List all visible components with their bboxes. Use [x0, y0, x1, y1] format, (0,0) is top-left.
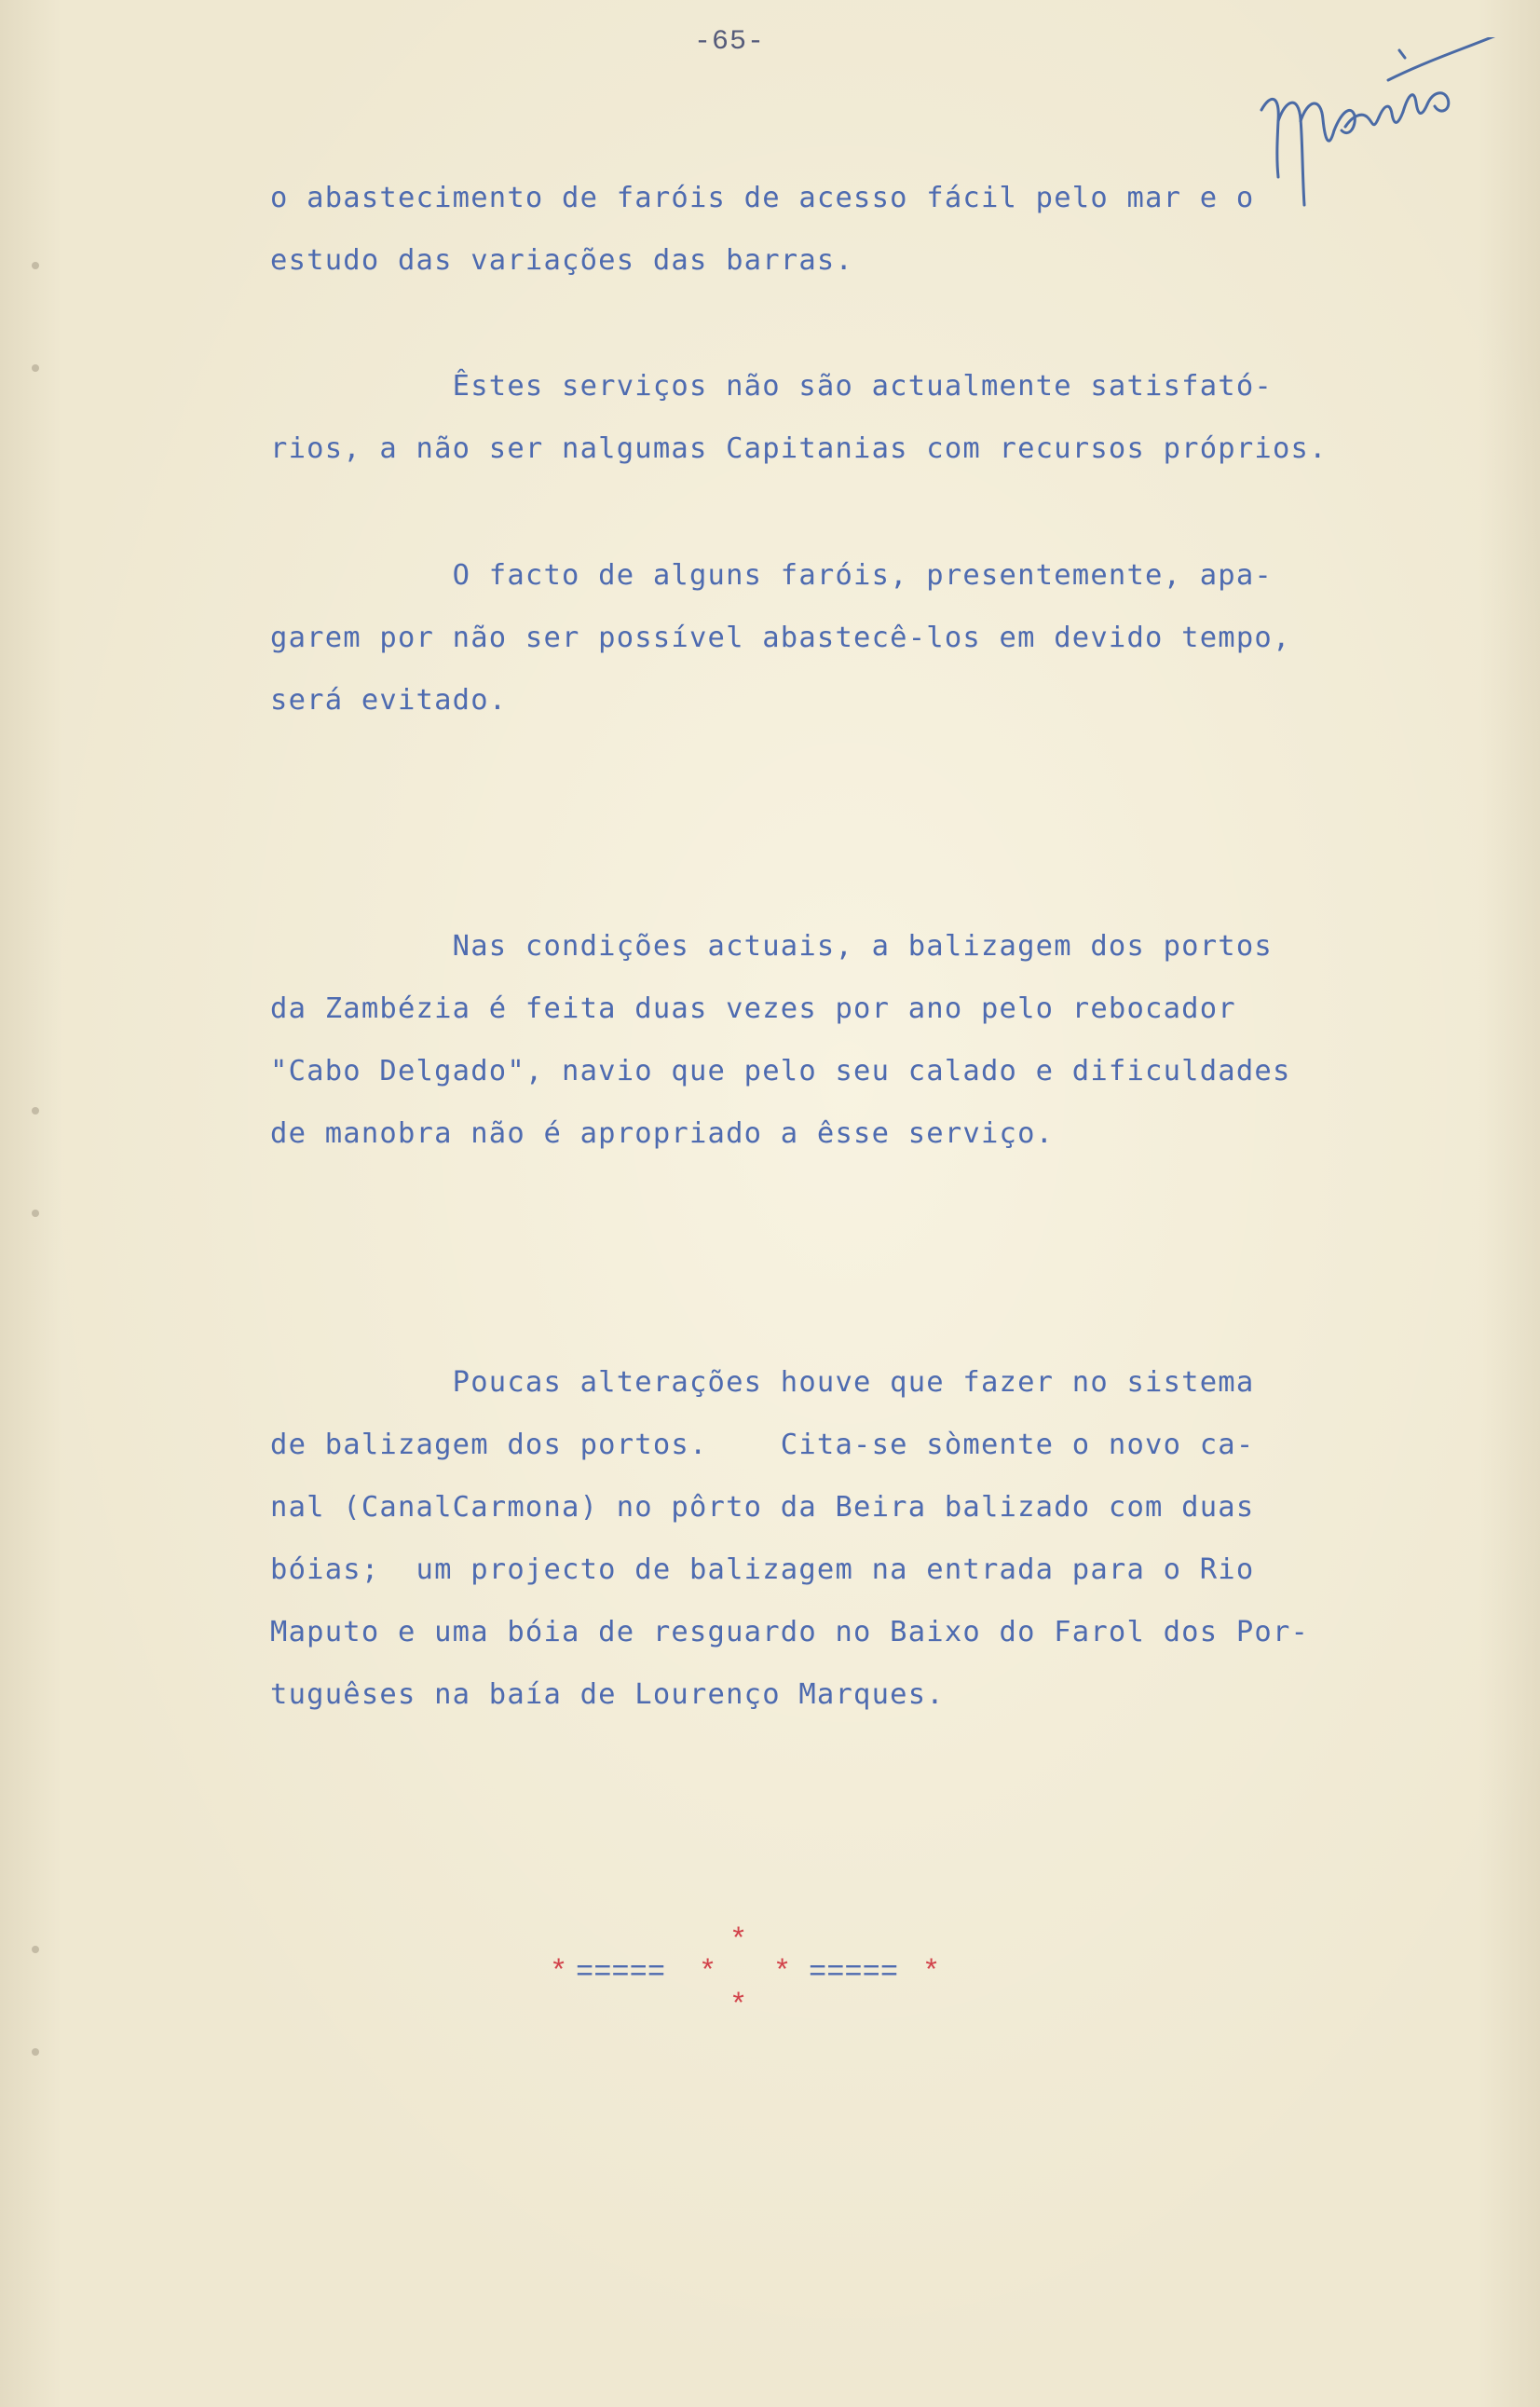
handwritten-signature [1248, 37, 1509, 224]
line: de manobra não é apropriado a êsse serviço. [270, 1117, 1055, 1150]
ornament-rule: ===== [809, 1955, 899, 1990]
line: Poucas alterações houve que fazer no sistema [270, 1366, 1255, 1399]
ornament-star: * [729, 1924, 748, 1958]
line: garem por não ser possível abastecê-los em devido tempo, [270, 622, 1291, 654]
line: será evitado. [270, 684, 508, 717]
line: da Zambézia é feita duas vezes por ano pelo rebocador [270, 992, 1236, 1025]
paragraph-5 [270, 1351, 1309, 1726]
line: O facto de alguns faróis, presentemente, apa- [270, 559, 1273, 592]
line: Êstes serviços não são actualmente satisfató- [270, 370, 1273, 403]
line: "Cabo Delgado", navio que pelo seu calado e dificuldades [270, 1055, 1291, 1087]
page-number: -65- [694, 26, 766, 58]
punch-hole [32, 1946, 39, 1953]
ornament-star: * [699, 1955, 717, 1990]
paragraph-4 [270, 915, 1291, 1165]
end-of-section-ornament [550, 1924, 950, 2027]
line: bóias; um projecto de balizagem na entrada para o Rio [270, 1553, 1255, 1586]
punch-hole [32, 364, 39, 372]
paragraph-1 [270, 167, 1254, 292]
line: Nas condições actuais, a balizagem dos portos [270, 930, 1273, 963]
ornament-star: * [922, 1955, 941, 1990]
line: tuguêses na baía de Lourenço Marques. [270, 1678, 945, 1711]
line: rios, a não ser nalgumas Capitanias com recursos próprios. [270, 432, 1328, 465]
ornament-star: * [773, 1955, 792, 1990]
paragraph-3 [270, 544, 1291, 732]
punch-hole [32, 1107, 39, 1115]
line: nal (CanalCarmona) no pôrto da Beira balizado com duas [270, 1491, 1255, 1524]
line: de balizagem dos portos. Cita-se sòmente o novo ca- [270, 1429, 1255, 1461]
line: o abastecimento de faróis de acesso fácil pelo mar e o [270, 182, 1255, 214]
paragraph-2 [270, 355, 1328, 480]
line: Maputo e uma bóia de resguardo no Baixo do Farol dos Por- [270, 1616, 1310, 1648]
ornament-rule: ===== [576, 1955, 666, 1990]
line: estudo das variações das barras. [270, 244, 854, 277]
punch-hole [32, 1210, 39, 1217]
ornament-star: * [729, 1989, 748, 2023]
punch-hole [32, 2048, 39, 2056]
punch-hole [32, 262, 39, 269]
ornament-star: * [550, 1955, 568, 1990]
